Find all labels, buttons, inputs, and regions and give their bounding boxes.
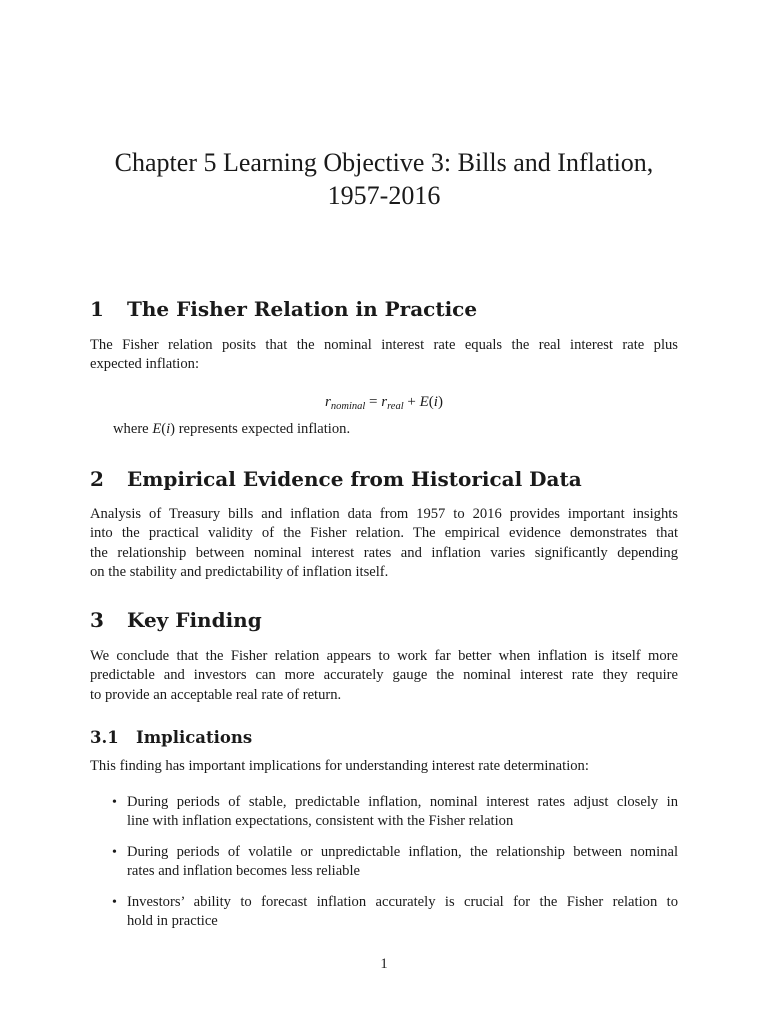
implications-list xyxy=(90,793,678,942)
list-item-line: During periods of stable, predictable inflation, nominal interest rates adjust closely in xyxy=(127,794,678,810)
section-number: 1 xyxy=(90,297,104,321)
document-title xyxy=(80,146,688,212)
equation-paren-close: ) xyxy=(437,394,443,410)
bullet-icon: • xyxy=(112,795,117,810)
paragraph-line: the relationship between nominal interest rates and inflation varies significantly depending xyxy=(90,544,678,561)
where-close: ) xyxy=(170,421,176,437)
where-prefix: where xyxy=(113,421,153,437)
list-item xyxy=(90,793,678,832)
list-item-line: line with inflation expectations, consistent with the Fisher relation xyxy=(127,813,514,830)
paragraph-line: The Fisher relation posits that the nominal interest rate equals the real interest rate plus xyxy=(90,337,678,353)
section-number: 3 xyxy=(90,608,104,632)
subsection-title: Implications xyxy=(136,728,253,747)
section-number: 2 xyxy=(90,467,104,491)
paragraph-line: on the stability and predictability of inflation itself. xyxy=(90,564,389,581)
subsection-intro xyxy=(90,757,678,776)
equation-plus: + xyxy=(403,394,420,410)
section-2-heading xyxy=(90,466,582,492)
equation-inflation-var: i xyxy=(433,394,438,410)
paragraph-line: predictable and investors can more accurately gauge the nominal interest rate they require xyxy=(90,667,678,684)
fisher-equation xyxy=(90,392,678,417)
section-2-paragraph xyxy=(90,505,678,583)
list-item-line: During periods of volatile or unpredictable inflation, the relationship between nominal xyxy=(127,843,678,860)
equation-r: r xyxy=(325,394,331,410)
bullet-icon: • xyxy=(112,894,117,910)
paragraph-line: to provide an acceptable real rate of return. xyxy=(90,686,342,703)
paragraph-line: This finding has important implications for understanding interest rate determination: xyxy=(90,758,589,774)
section-3-heading xyxy=(90,607,262,633)
section-title: The Fisher Relation in Practice xyxy=(127,297,478,321)
section-title: Key Finding xyxy=(127,608,262,632)
list-item-line: rates and inflation becomes less reliable xyxy=(127,863,361,880)
section-1-paragraph xyxy=(90,336,678,375)
where-suffix: represents expected inflation. xyxy=(175,421,351,437)
list-item-line: hold in practice xyxy=(127,913,218,930)
section-1-heading xyxy=(90,296,477,322)
page-number: 1 xyxy=(380,956,388,972)
equation-explanation xyxy=(113,420,350,439)
subsection-3-1-heading xyxy=(90,727,252,749)
list-item xyxy=(90,843,678,882)
paragraph-line: Analysis of Treasury bills and inflation data from 1957 to 2016 provides important insights xyxy=(90,506,678,522)
equation-real-subscript: real xyxy=(387,401,404,412)
equation-nominal-subscript: nominal xyxy=(330,401,366,412)
equation-expectation: E xyxy=(419,394,429,410)
subsection-number: 3.1 xyxy=(90,728,119,747)
section-title: Empirical Evidence from Historical Data xyxy=(127,467,582,491)
equation-equals: = xyxy=(365,394,382,410)
section-3-paragraph xyxy=(90,647,678,705)
list-item-line: Investors’ ability to forecast inflation accurately is crucial for the Fisher relation to xyxy=(127,893,678,910)
where-i: i xyxy=(166,421,171,437)
where-open: ( xyxy=(161,421,167,437)
list-item xyxy=(90,893,678,932)
paragraph-line: into the practical validity of the Fisher relation. The empirical evidence demonstrates that xyxy=(90,525,678,542)
where-e: E xyxy=(152,421,162,437)
title-line-1: Chapter 5 Learning Objective 3: Bills and Inflation, xyxy=(114,148,654,177)
paragraph-line: expected inflation: xyxy=(90,356,200,373)
paragraph-line: We conclude that the Fisher relation appears to work far better when inflation is itself more xyxy=(90,648,678,664)
title-line-2: 1957-2016 xyxy=(327,181,441,210)
equation-r-real: r xyxy=(381,394,388,410)
equation-paren-open: ( xyxy=(428,394,434,410)
bullet-icon: • xyxy=(112,844,117,860)
